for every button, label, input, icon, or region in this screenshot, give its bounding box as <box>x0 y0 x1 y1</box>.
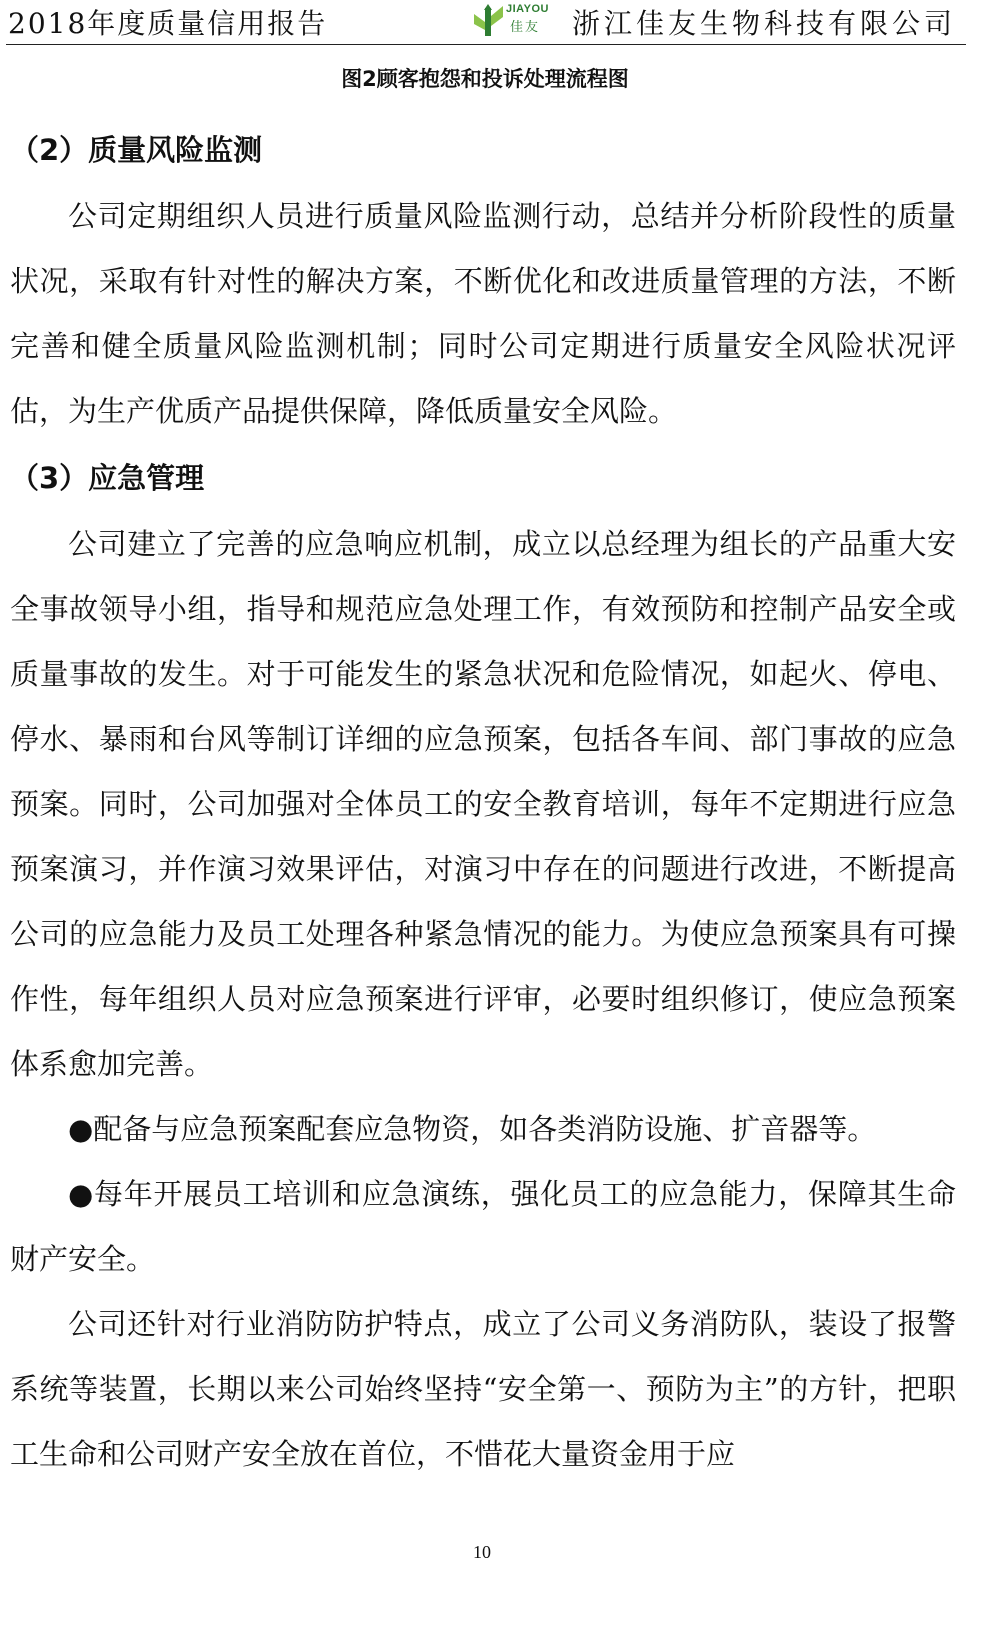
company-logo <box>472 2 556 40</box>
paragraph-quality-risk: 公司定期组织人员进行质量风险监测行动，总结并分析阶段性的质量状况，采取有针对性的解决方案，不断优化和改进质量管理的方法，不断完善和健全质量风险监测机制；同时公司定期进行质量安全风险状况评估，为生产优质产品提供保障，降低质量安全风险。 <box>10 199 956 428</box>
leaf-logo-icon <box>472 2 506 40</box>
page-header <box>0 0 1000 46</box>
bullet-emergency-supplies: ●配备与应急预案配套应急物资，如各类消防设施、扩音器等。 <box>68 1112 877 1146</box>
paragraph-emergency-mechanism: 公司建立了完善的应急响应机制，成立以总经理为组长的产品重大安全事故领导小组，指导和规范应急处理工作，有效预防和控制产品安全或质量事故的发生。对于可能发生的紧急状况和危险情况，如起火、停电、停水、暴雨和台风等制订详细的应急预案，包括各车间、部门事故的应急预案。同时，公司加强对全体员工的安全教育培训，每年不定期进行应急预案演习，并作演习效果评估，对演习中存在的问题进行改进，不断提高公司的应急能力及员工处理各种紧急情况的能力。为使应急预案具有可操作性，每年组织人员对应急预案进行评审，必要时组织修订，使应急预案体系愈加完善。 <box>10 527 956 1081</box>
document-body <box>10 116 956 1487</box>
bullet-staff-training: ●每年开展员工培训和应急演练，强化员工的应急能力，保障其生命财产安全。 <box>10 1177 956 1276</box>
page-number: 10 <box>473 1542 491 1562</box>
logo-text-en: JIAYOU <box>506 3 549 15</box>
section-heading-quality-risk: （2）质量风险监测 <box>10 133 263 167</box>
figure-caption: 图2顾客抱怨和投诉处理流程图 <box>341 67 629 91</box>
paragraph-fire-brigade: 公司还针对行业消防防护特点，成立了公司义务消防队，装设了报警系统等装置，长期以来公司始终坚持“安全第一、预防为主”的方针，把职工生命和公司财产安全放在首位，不惜花大量资金用于应 <box>10 1307 956 1471</box>
company-name: 浙江佳友生物科技有限公司 <box>571 7 956 40</box>
section-heading-emergency: （3）应急管理 <box>10 461 205 495</box>
logo-text-cn: 佳友 <box>510 20 541 35</box>
header-divider <box>6 44 966 45</box>
report-title: 2018年度质量信用报告 <box>8 7 328 40</box>
